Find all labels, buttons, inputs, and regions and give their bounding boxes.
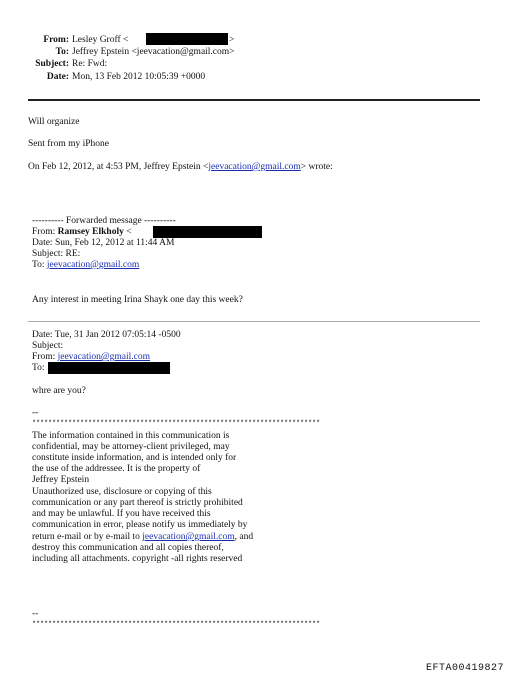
forwarded-subject: Subject: RE: (32, 249, 81, 259)
disclaimer-line-8: and may be unlawful. If you have received this (32, 509, 211, 519)
from-close: > (229, 35, 235, 45)
orig-from-email-link[interactable]: jeevacation@gmail.com (57, 352, 150, 362)
reply-quote-intro (28, 162, 333, 173)
disclaimer-line-7: communication or any part thereof is strictly prohibited (32, 498, 243, 508)
quote-intro-email-link[interactable]: jeevacation@gmail.com (208, 162, 301, 172)
reply-line-2: Sent from my iPhone (28, 139, 110, 149)
signature-dashes: -- (32, 408, 39, 418)
redaction-block (146, 33, 228, 45)
disclaimer-line-6: Unauthorized use, disclosure or copying of this (32, 487, 212, 497)
to-value: Jeffrey Epstein <jeevacation@gmail.com> (72, 47, 235, 57)
disclaimer-line-2: confidential, may be attorney-client privileged, may (32, 442, 230, 452)
disclaimer-line-1: The information contained in this communication is (32, 431, 230, 441)
header-divider (28, 99, 480, 101)
to-label: To: (55, 47, 69, 57)
date-value: Mon, 13 Feb 2012 10:05:39 +0000 (72, 72, 206, 82)
date-label: Date: (46, 72, 69, 82)
disclaimer-line-12: including all attachments. copyright -all rights reserved (32, 554, 243, 564)
forwarded-to (32, 260, 139, 271)
forwarded-body: Any interest in meeting Irina Shayk one day this week? (32, 295, 243, 305)
quote-intro-suffix: > wrote: (300, 162, 333, 172)
document-id: EFTA00419827 (425, 663, 504, 674)
forwarded-from (32, 227, 132, 238)
subject-value: Re: Fwd: (72, 59, 108, 69)
from-value: Lesley Groff < (72, 35, 129, 45)
forwarded-date: Date: Sun, Feb 12, 2012 at 11:44 AM (32, 238, 175, 248)
original-body: whre are you? (32, 386, 86, 396)
signature-stars: ************************************************************************ (32, 420, 321, 428)
original-to: To: (32, 363, 45, 373)
disclaimer-l10-suffix: , and (234, 532, 254, 542)
disclaimer-line-3: constitute inside information, and is intended only for (32, 453, 237, 463)
disclaimer-email-link[interactable]: jeevacation@gmail.com (142, 532, 235, 542)
disclaimer-l10-prefix: return e-mail or by e-mail to (32, 532, 143, 542)
quote-divider (28, 321, 480, 322)
original-subject: Subject: (32, 341, 64, 351)
quote-intro-prefix: On Feb 12, 2012, at 4:53 PM, Jeffrey Epstein < (28, 162, 209, 172)
fwd-from-name: Ramsey Elkholy (57, 227, 124, 237)
disclaimer-line-5: Jeffrey Epstein (32, 475, 90, 485)
tail-dashes: -- (32, 609, 39, 619)
forwarded-marker: ---------- Forwarded message ---------- (32, 216, 176, 226)
tail-stars: ************************************************************************ (32, 621, 321, 629)
redaction-block (153, 226, 262, 238)
from-label: From: (43, 35, 69, 45)
disclaimer-line-9: communication in error, please notify us immediately by (32, 520, 248, 530)
redaction-block (48, 362, 170, 374)
disclaimer-line-11: destroy this communication and all copies thereof, (32, 543, 224, 553)
fwd-from-open: < (123, 227, 132, 237)
fwd-to-email-link[interactable]: jeevacation@gmail.com (46, 260, 140, 270)
subject-label: Subject: (35, 59, 69, 69)
fwd-to-prefix: To: (32, 260, 47, 270)
fwd-from-prefix: From: (32, 227, 58, 237)
original-date: Date: Tue, 31 Jan 2012 07:05:14 -0500 (32, 330, 181, 340)
disclaimer-line-4: the use of the addressee. It is the property of (32, 464, 201, 474)
reply-line-1: Will organize (28, 117, 80, 127)
orig-from-prefix: From: (32, 352, 58, 362)
disclaimer-line-10 (32, 532, 253, 543)
